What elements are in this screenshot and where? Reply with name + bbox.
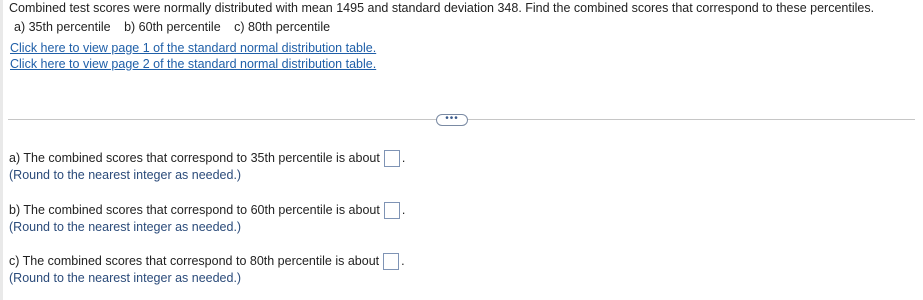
question-a-period: . <box>401 151 406 165</box>
question-b-period: . <box>401 203 406 217</box>
question-b <box>9 201 405 235</box>
question-c <box>9 252 405 286</box>
question-c-rounding-note: (Round to the nearest integer as needed.) <box>9 271 242 285</box>
expand-more-button[interactable]: ••• <box>436 114 468 126</box>
question-b-answer-input[interactable] <box>384 202 400 219</box>
question-b-rounding-note: (Round to the nearest integer as needed.) <box>9 220 242 234</box>
question-a-prompt: a) The combined scores that correspond to 35th percentile is about <box>9 151 380 165</box>
percentile-parts <box>14 19 340 35</box>
normal-table-page-1-link[interactable]: Click here to view page 1 of the standard normal distribution table. <box>10 41 377 55</box>
problem-statement: Combined test scores were normally distributed with mean 1495 and standard deviation 348. Find the combined scores that correspond to these percentiles. <box>9 1 875 15</box>
question-c-answer-input[interactable] <box>383 253 399 270</box>
question-c-period: . <box>401 254 405 268</box>
question-b-prompt: b) The combined scores that correspond to 60th percentile is about <box>9 203 380 217</box>
question-a-rounding-note: (Round to the nearest integer as needed.) <box>9 168 242 182</box>
part-b-label: b) 60th percentile <box>124 20 221 34</box>
question-c-prompt: c) The combined scores that correspond to 80th percentile is about <box>9 254 380 268</box>
question-a-answer-input[interactable] <box>384 150 400 167</box>
part-c-label: c) 80th percentile <box>234 20 331 34</box>
part-a-label: a) 35th percentile <box>14 20 111 34</box>
left-edge-bar <box>0 0 3 300</box>
question-a <box>9 149 405 183</box>
normal-table-page-2-link[interactable]: Click here to view page 2 of the standard normal distribution table. <box>10 57 377 71</box>
